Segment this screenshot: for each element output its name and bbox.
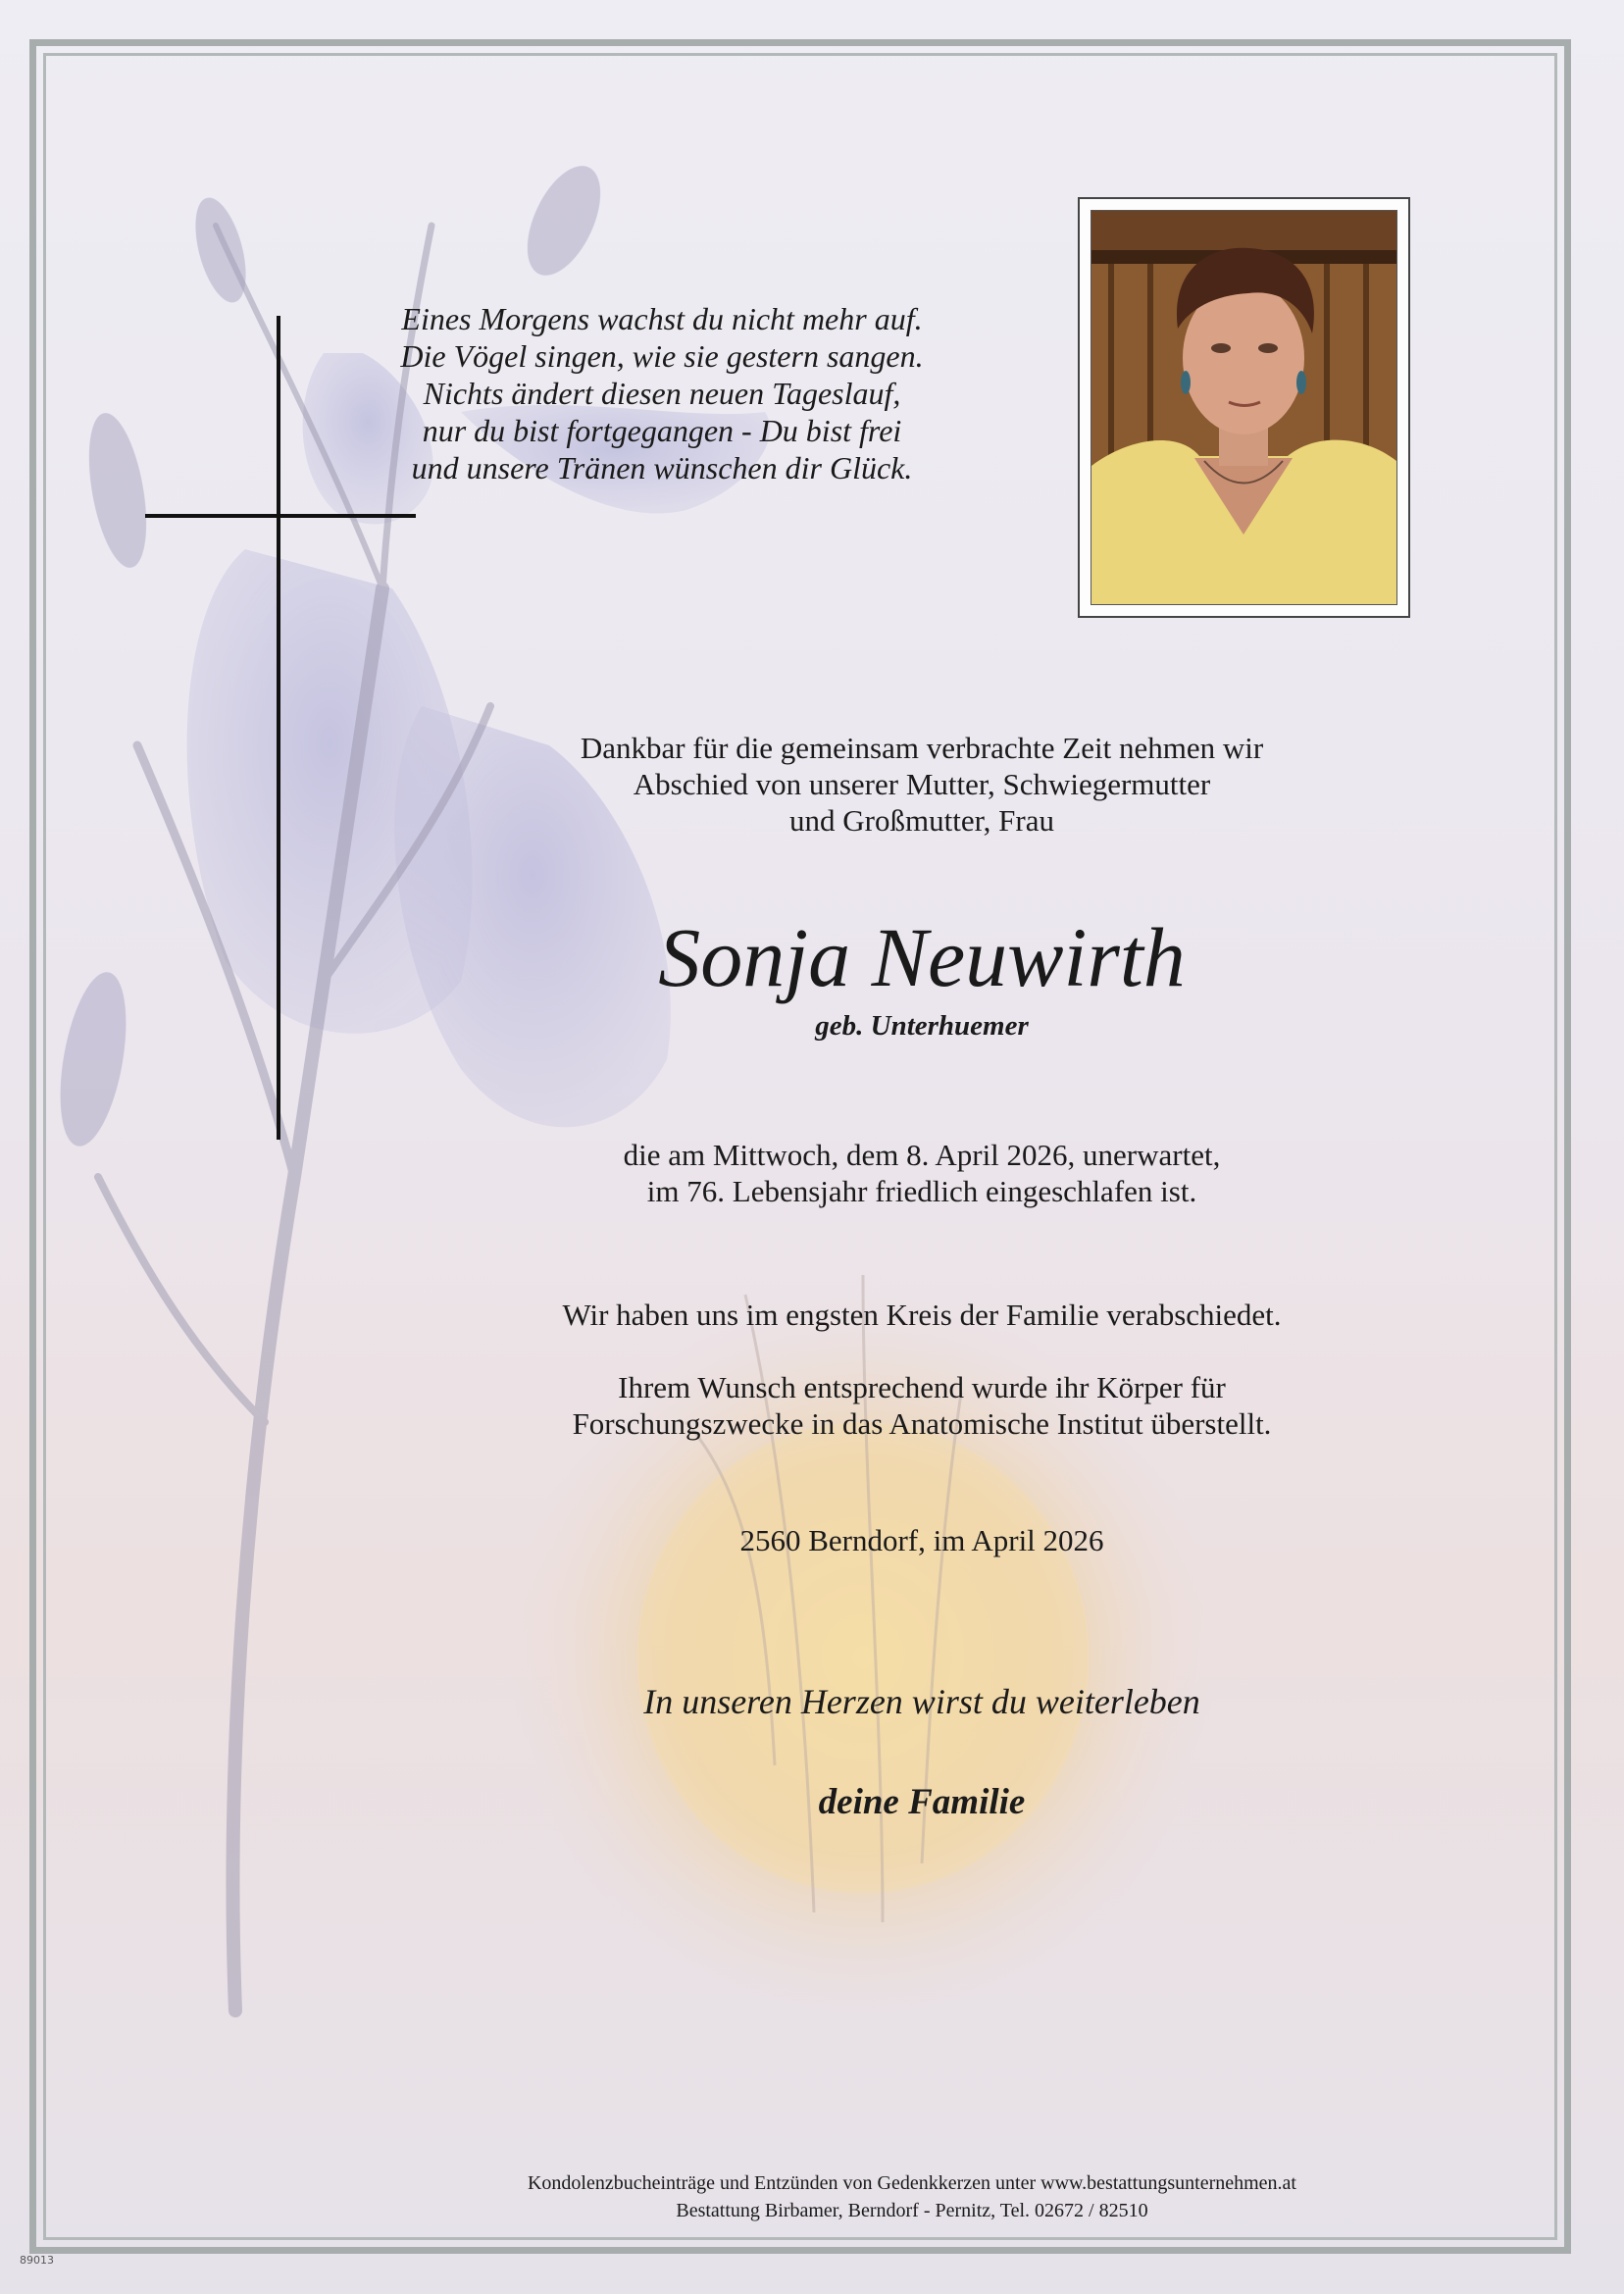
intro-line: Dankbar für die gemeinsam verbrachte Zeit nehmen wir: [580, 731, 1264, 765]
wish-line: Ihrem Wunsch entsprechend wurde ihr Körper für: [618, 1370, 1226, 1404]
cross-horizontal-bar: [145, 514, 416, 518]
cross-vertical-bar: [277, 316, 280, 1140]
poem-line: und unsere Tränen wünschen dir Glück.: [411, 450, 913, 485]
poem: [392, 300, 932, 486]
intro-text: [441, 730, 1402, 839]
wish-text: [441, 1369, 1402, 1442]
poem-line: Nichts ändert diesen neuen Tageslauf,: [423, 376, 901, 411]
place-date: 2560 Berndorf, im April 2026: [739, 1523, 1104, 1557]
wish-line: Forschungszwecke in das Anatomische Institut überstellt.: [572, 1406, 1272, 1441]
maiden-name: geb. Unterhuemer: [815, 1010, 1029, 1042]
footer: [392, 2169, 1432, 2224]
poem-line: nur du bist fortgegangen - Du bist frei: [422, 413, 902, 448]
portrait-photo: [1091, 210, 1397, 605]
intro-line: und Großmutter, Frau: [789, 803, 1054, 838]
poem-line: Die Vögel singen, wie sie gestern sangen.: [400, 338, 924, 374]
poem-line: Eines Morgens wachst du nicht mehr auf.: [401, 301, 923, 336]
death-notice: [441, 1137, 1402, 1209]
deceased-name: Sonja Neuwirth: [658, 910, 1186, 1004]
closing-line: In unseren Herzen wirst du weiterleben: [643, 1682, 1200, 1721]
farewell-line: Wir haben uns im engsten Kreis der Familie verabschiedet.: [562, 1298, 1282, 1332]
portrait-frame: [1078, 197, 1410, 618]
intro-line: Abschied von unserer Mutter, Schwiegermutter: [633, 767, 1211, 801]
death-notice-line: im 76. Lebensjahr friedlich eingeschlafen ist.: [646, 1174, 1197, 1208]
death-notice-line: die am Mittwoch, dem 8. April 2026, unerwartet,: [623, 1138, 1221, 1172]
signature: deine Familie: [818, 1782, 1026, 1822]
print-code: 89013: [20, 2254, 54, 2267]
footer-line: Kondolenzbucheinträge und Entzünden von Gedenkkerzen unter www.bestattungsunternehmen.at: [527, 2172, 1296, 2194]
footer-line: Bestattung Birbamer, Berndorf - Pernitz, Tel. 02672 / 82510: [676, 2200, 1148, 2221]
